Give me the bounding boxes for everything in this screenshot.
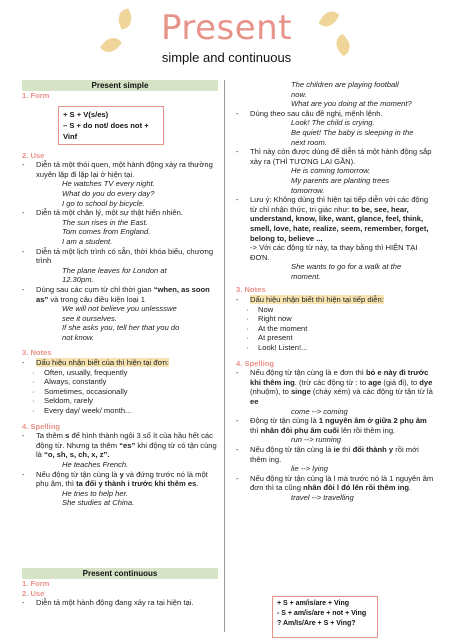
- example-text: He teaches French.: [62, 460, 129, 469]
- form-negative: – S + do not/ does not + Vinf: [63, 120, 149, 141]
- example-text: Look! The child is crying.: [291, 118, 375, 128]
- spelling-rule: - Nếu động từ tận cùng là y và đứng trước nó là một phụ âm, thì ta đổi y thành i trước khi thêm es.: [22, 469, 208, 489]
- list-item: · Look! Listen!...: [246, 343, 308, 353]
- example-text: The children are playing football: [291, 80, 399, 89]
- example-text: I am a student.: [62, 236, 113, 246]
- example-text: He tries to help her.: [62, 488, 128, 498]
- form-heading: 1. Form: [22, 91, 50, 100]
- example-text: He watches TV every night.: [62, 179, 155, 189]
- notes-title: - Dấu hiệu nhận biết của thì hiện tại đơn:: [22, 358, 169, 368]
- left-column: [22, 80, 218, 508]
- example-text: moment.: [291, 271, 321, 281]
- use-item: - Diễn tả một lịch trình có sẵn, thời khóa biểu, chương trình: [22, 246, 214, 266]
- right-column: [236, 80, 436, 503]
- present-continuous-section: [22, 568, 218, 608]
- list-item: · At present: [246, 333, 293, 343]
- spelling-heading: 4. Spelling: [22, 421, 60, 431]
- example-text: travel --> travelling: [291, 492, 354, 502]
- example-text: tomorrow.: [291, 185, 325, 195]
- form-affirmative: + S + V(s/es): [63, 109, 109, 119]
- example-text: not know.: [62, 332, 95, 342]
- example-text: The plane leaves for London at: [62, 265, 167, 275]
- list-item: · Sometimes, occasionally: [32, 386, 128, 396]
- use-item: - Diễn tả một chân lý, một sự thật hiển nhiên.: [22, 208, 183, 218]
- example-text: If she asks you, tell her that you do: [62, 323, 180, 333]
- page-title: Present: [160, 8, 293, 48]
- list-item: · Right now: [246, 314, 292, 324]
- example-text: next room.: [291, 137, 327, 147]
- example-text: What are you doing at the moment?: [291, 99, 412, 109]
- list-item: · Often, usually, frequently: [32, 367, 128, 377]
- list-item: · At the moment: [246, 323, 308, 333]
- use-item: - Thì này còn được dùng để diễn tả một hành động sắp xảy ra (THÌ TƯƠNG LAI GẦN).: [236, 147, 432, 166]
- example-text: come --> coming: [291, 406, 348, 416]
- present-simple-header: Present simple: [22, 80, 218, 91]
- example-text: lie --> lying: [291, 464, 328, 474]
- page-subtitle: simple and continuous: [161, 50, 292, 65]
- spelling-rule: - Nếu động từ tận cùng là l mà trước nó là 1 nguyên âm đơn thì ta cũng nhân đôi l đó lên rồi thêm ing.: [236, 473, 434, 493]
- example-text: Tom comes from England.: [62, 227, 151, 237]
- example-text: What do you do every day?: [62, 188, 155, 198]
- form-box: [58, 106, 164, 145]
- example-text: The sun rises in the East.: [62, 217, 148, 227]
- list-item: · Now: [246, 304, 274, 314]
- spelling-rule: - Động từ tận cùng là 1 nguyên âm ở giữa 2 phụ âm thì nhân đôi phụ âm cuối lên rồi thêm ing.: [236, 416, 427, 435]
- notes-heading: 3. Notes: [236, 285, 266, 295]
- use-heading: 2. Use: [22, 150, 45, 160]
- example-text: run --> running: [291, 435, 342, 445]
- present-continuous-header: Present continuous: [22, 568, 218, 579]
- use-item: - Dùng theo sau câu đề nghị, mệnh lệnh.: [236, 108, 383, 118]
- spelling-rule: - Nếu động từ tận cùng là e đơn thì bỏ e này đi trước khi thêm ing. (trừ các động từ : to age (già đi), to dye (nhuộm), to singe (cháy xém) và các động từ tận từ là ee: [236, 368, 433, 406]
- column-divider: [224, 80, 225, 632]
- form-heading: 1. Form: [22, 579, 50, 588]
- list-item: · Every day/ week/ month...: [32, 406, 132, 416]
- example-text: She studies at China.: [62, 498, 135, 508]
- spelling-heading: 4. Spelling: [236, 358, 274, 368]
- example-text: I go to school by bicycle.: [62, 198, 145, 208]
- form-negative: - S + am/is/are + not + Ving: [277, 610, 367, 617]
- use-item: - Diễn tả một thói quen, một hành động xảy ra thường xuyên lặp đi lặp lại ở hiện tại.: [22, 160, 213, 179]
- spelling-rule: - Nếu động từ tận cùng là ie thì đổi thành y rồi mới thêm ing.: [236, 444, 419, 464]
- notes-title: - Dấu hiệu nhận biết thì hiện tại tiếp diễn:: [236, 295, 384, 305]
- example-text: now.: [291, 89, 307, 99]
- continuous-form-box: [272, 596, 378, 638]
- example-text: He is coming tomorrow.: [291, 166, 371, 176]
- example-text: My parents are planting trees: [291, 175, 390, 185]
- example-text: She wants to go for a walk at the: [291, 262, 402, 272]
- use-heading: 2. Use: [22, 588, 45, 598]
- list-item: · Seldom, rarely: [32, 396, 93, 406]
- use-item: - Diễn tả một hành động đang xảy ra tại hiện tại.: [22, 598, 194, 608]
- example-text: see it ourselves.: [62, 313, 117, 323]
- example-text: 12.30pm.: [62, 275, 94, 285]
- use-item: - Dùng sau các cụm từ chỉ thời gian “when, as soon as” và trong câu điều kiện loại 1: [22, 284, 210, 304]
- list-item: · Always, constantly: [32, 377, 107, 387]
- spelling-rule: - Ta thêm s để hình thành ngôi 3 số ít của hầu hết các động từ. Nhưng ta thêm “es” khi động từ có tận cùng là “o, sh, s, ch, x, z”.: [22, 431, 217, 460]
- form-question: ? Am/Is/Are + S + Ving?: [277, 620, 356, 627]
- example-text: We will not believe you unlessswe: [62, 304, 177, 314]
- form-affirmative: + S + am/is/are + Ving: [277, 600, 350, 607]
- example-text: Be quiet! The baby is sleeping in the: [291, 127, 414, 137]
- notes-heading: 3. Notes: [22, 348, 52, 358]
- use-item: - Lưu ý: Không dùng thì hiện tại tiếp diễn với các động từ chỉ nhận thức, tri giác như: to be, see, hear, understand, know, like, want, glance, feel, think, smell, love, hate, realize, seem, remember, forget, belong to, believe ... -> Với các động từ này, ta thay bằng thì HIỆN TẠI ĐƠN.: [236, 195, 429, 262]
